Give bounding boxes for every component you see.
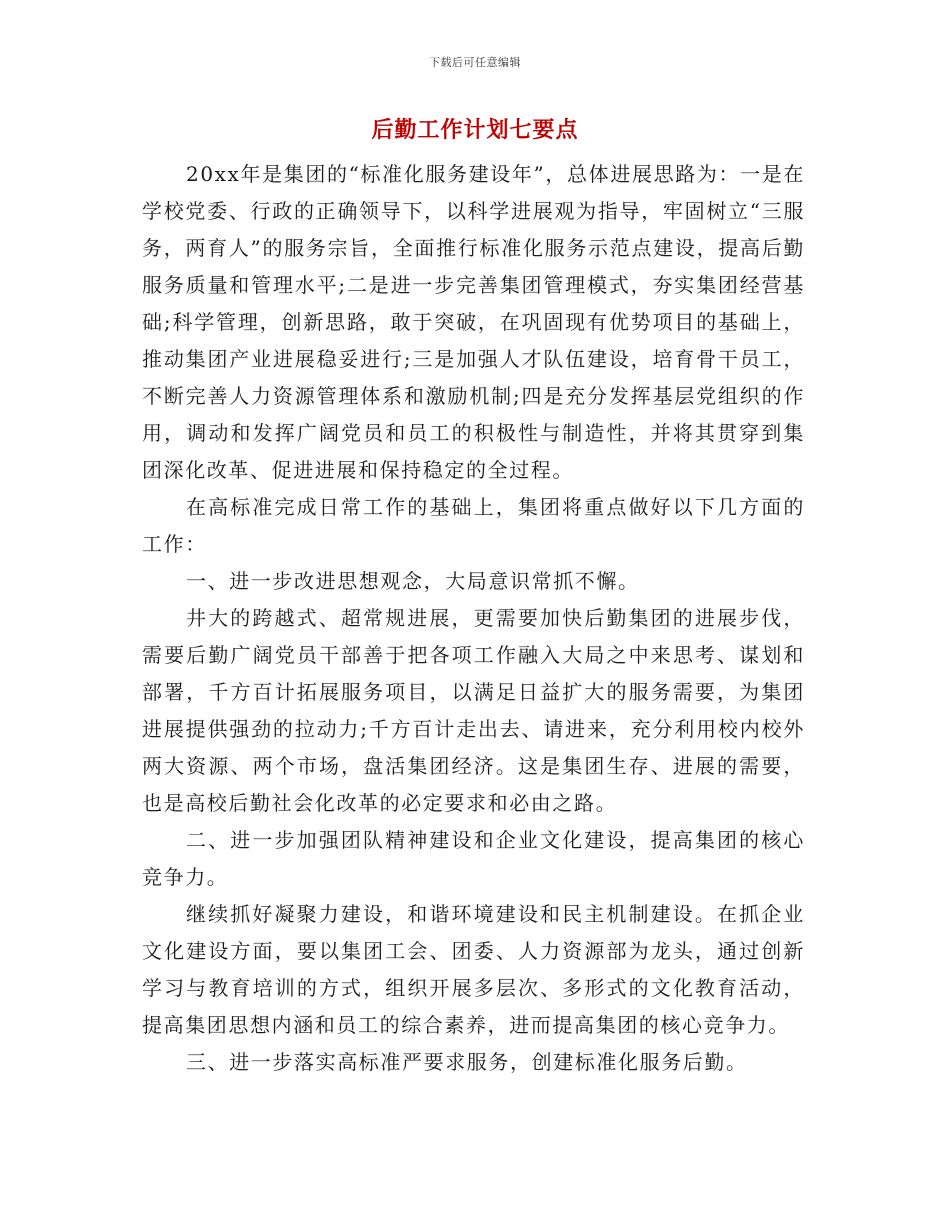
section-heading-2: 二、进一步加强团队精神建设和企业文化建设，提高集团的核心竞争力。 <box>142 828 805 889</box>
paragraph-overview: 20xx年是集团的“标准化服务建设年”，总体进展思路为：一是在学校党委、行政的正确领导下，以科学进展观为指导，牢固树立“三服务，两育人”的服务宗旨，全面推行标准化服务示范点建设，提高后勤服务质量和管理水平;二是进一步完善集团管理模式，夯实集团经营基础;科学管理，创新思路，敢于突破，在巩固现有优势项目的基础上，推动集团产业进展稳妥进行;三是加强人才队伍建设，培育骨干员工，不断完善人力资源管理体系和激励机制;四是充分发挥基层党组织的作用，调动和发挥广阔党员和员工的积极性与制造性，并将其贯穿到集团深化改革、促进进展和保持稳定的全过程。 <box>142 162 805 482</box>
paragraph-intro: 在高标准完成日常工作的基础上，集团将重点做好以下几方面的工作： <box>142 495 805 556</box>
header-note: 下载后可任意编辑 <box>429 56 521 69</box>
paragraph-section-1: 井大的跨越式、超常规进展，更需要加快后勤集团的进展步伐，需要后勤广阔党员干部善于把各项工作融入大局之中来思考、谋划和部署，千方百计拓展服务项目，以满足日益扩大的服务需要，为集团进展提供强劲的拉动力;千方百计走出去、请进来，充分利用校内校外两大资源、两个市场，盘活集团经济。这是集团生存、进展的需要，也是高校后勤社会化改革的必定要求和必由之路。 <box>142 606 805 815</box>
section-heading-1: 一、进一步改进思想观念，大局意识常抓不懈。 <box>186 569 640 593</box>
document-body <box>142 156 805 1081</box>
document-title: 后勤工作计划七要点 <box>371 118 579 143</box>
section-heading-3: 三、进一步落实高标准严要求服务，创建标准化服务后勤。 <box>186 1050 748 1074</box>
paragraph-section-2: 继续抓好凝聚力建设，和谐环境建设和民主机制建设。在抓企业文化建设方面，要以集团工会、团委、人力资源部为龙头，通过创新学习与教育培训的方式，组织开展多层次、多形式的文化教育活动，提高集团思想内涵和员工的综合素养，进而提高集团的核心竞争力。 <box>142 902 805 1037</box>
